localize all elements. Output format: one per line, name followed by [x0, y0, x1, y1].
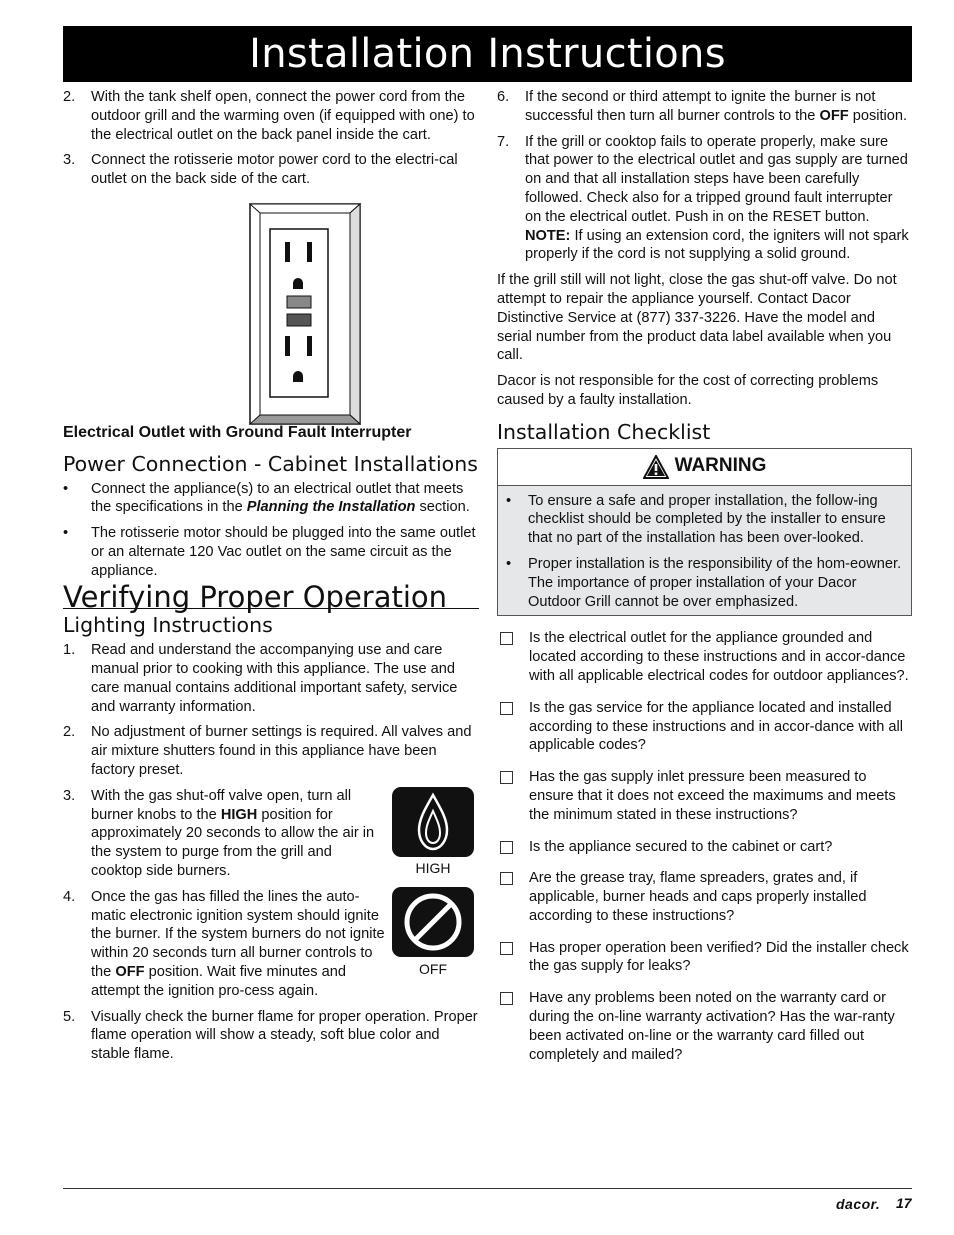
note-label: NOTE:: [525, 227, 571, 244]
bullet: •: [506, 555, 512, 572]
paragraph: Dacor is not responsible for the cost of correcting problems caused by a faulty installation.: [497, 373, 879, 408]
step-number: 2.: [63, 89, 76, 105]
high-flame-icon: [392, 787, 474, 857]
footer-divider: [63, 1188, 912, 1189]
off-label: OFF: [419, 960, 447, 977]
step-text: Connect the rotisserie motor power cord to the electri-cal outlet on the back side of the cart.: [91, 152, 458, 188]
paragraph: If the grill still will not light, close the gas shut-off valve. Do not attempt to repair the appliance yourself. Contact Dacor Distinctive Service at (877) 337-3226. Have the model and serial number from the product data label available when you call.: [497, 272, 897, 364]
page-title: Installation Instructions: [249, 31, 726, 77]
list-item: • The rotisserie motor should be plugged into the same outlet or an alternate 120 Vac outlet on the same circuit as the appliance.: [63, 525, 476, 579]
checklist-item[interactable]: Have any problems been noted on the warranty card or during the on-line warranty activation? Has the war-ranty been activated on-line or the warranty card filled out completely and mailed?: [497, 989, 912, 1064]
lighting-heading: Lighting Instructions: [63, 613, 273, 638]
list-item: • Proper installation is the responsibility of the hom-eowner. The importance of proper installation of your Dacor Outdoor Grill cannot be over emphasized.: [502, 555, 905, 611]
warning-box: [497, 448, 912, 617]
checkbox[interactable]: [500, 992, 513, 1005]
checkbox[interactable]: [500, 632, 513, 645]
checkbox[interactable]: [500, 942, 513, 955]
list-item: 1. Read and understand the accompanying use and care manual prior to cooking with this appliance. The use and care manual contains additional important safety, service and warranty information.: [63, 642, 458, 715]
dacor-logo: dacor.: [836, 1196, 881, 1212]
list-item: 3. With the gas shut-off valve open, turn all burner knobs to the HIGH position for approximately 20 seconds to allow the air in the system to purge from the grill and cooktop side burners.: [63, 787, 375, 879]
checkbox[interactable]: [500, 841, 513, 854]
checkbox[interactable]: [500, 872, 513, 885]
step-number: 3.: [63, 152, 76, 169]
checklist-item[interactable]: Are the grease tray, flame spreaders, grates and, if applicable, burner heads and caps properly installed according to these instructions?: [497, 869, 912, 925]
step-number: 3.: [63, 787, 76, 804]
checklist-item[interactable]: Is the gas service for the appliance located and installed according to these instructions and in accor-dance with all applicable codes?: [497, 699, 912, 755]
checklist-heading: Installation Checklist: [497, 419, 711, 444]
list-item: [63, 151, 479, 189]
checklist-item[interactable]: Has proper operation been verified? Did the installer check the gas supply for leaks?: [497, 939, 912, 977]
steps-with-icons: [63, 787, 479, 1001]
step-number: 5.: [63, 1008, 76, 1025]
high-label: HIGH: [415, 859, 451, 876]
step-text: With the tank shelf open, connect the power cord from the outdoor grill and the warming oven (if equipped with one) to the electrical outlet on the back panel inside the cart.: [91, 89, 475, 143]
list-item: 7. If the grill or cooktop fails to operate properly, make sure that power to the electrical outlet and gas supply are turned on and that all installation steps have been carefully followed. Check also for a tripped ground fault interrupter on the electrical outlet. Push in on the RESET button. NOTE: If using an extension cord, the igniters will not spark properly if the cord is not supplying a solid ground.: [497, 133, 909, 263]
step-number: 1.: [63, 642, 76, 659]
planning-link-text: Planning the Installation: [246, 499, 416, 516]
list-item: 2. No adjustment of burner settings is required. All valves and air mixture shutters found in this appliance have been factory preset.: [63, 724, 472, 778]
step-number: 2.: [63, 724, 76, 741]
step-number: 4.: [63, 888, 76, 905]
checklist-item[interactable]: Has the gas supply inlet pressure been measured to ensure that it does not exceed the maximums and meets the minimum stated in these instructions?: [497, 768, 912, 824]
warning-header: [498, 449, 911, 486]
list-item: 5. Visually check the burner flame for proper operation. Proper flame operation will show a steady, soft blue color and stable flame.: [63, 1008, 478, 1063]
checkbox[interactable]: [500, 771, 513, 784]
step-number: 6.: [497, 89, 510, 105]
header-banner: [63, 26, 912, 82]
checklist-item[interactable]: Is the electrical outlet for the appliance grounded and located according to these instructions and in accor-dance with all applicable electrical codes for outdoor appliances?.: [497, 629, 912, 685]
verifying-heading: Verifying Proper Operation: [63, 588, 479, 610]
checklist: [497, 629, 912, 1064]
bullet: •: [63, 480, 69, 497]
page-number: 17: [896, 1195, 912, 1211]
warning-triangle-icon: [643, 455, 669, 479]
power-connection-heading: Power Connection - Cabinet Installations: [63, 451, 478, 476]
list-item: • Connect the appliance(s) to an electrical outlet that meets the specifications in the Planning the Installation section.: [63, 480, 470, 516]
bullet: •: [63, 525, 69, 542]
left-column: [63, 88, 479, 1071]
electrical-outlet-icon: [63, 196, 479, 426]
bullet: •: [506, 492, 512, 509]
figure-caption: Electrical Outlet with Ground Fault Interrupter: [63, 423, 412, 441]
step-number: 7.: [497, 133, 510, 150]
outlet-figure: [63, 196, 479, 426]
checkbox[interactable]: [500, 702, 513, 715]
list-item: [63, 88, 479, 144]
warning-title: WARNING: [674, 455, 767, 477]
list-item: • To ensure a safe and proper installation, the follow-ing checklist should be completed by the installer to ensure that no part of the installation has been over-looked.: [502, 492, 905, 548]
right-column: [497, 88, 912, 1077]
warning-body: [498, 486, 911, 616]
list-item: 6. If the second or third attempt to ignite the burner is not successful then turn all burner controls to the OFF position.: [497, 89, 908, 124]
off-icon: [392, 887, 474, 957]
list-item: 4. Once the gas has filled the lines the auto-matic electronic ignition system should ignite the burner. If the system burners do not ignite within 20 seconds turn all burner controls to the OFF position. Wait five minutes and attempt the ignition pro-cess again.: [63, 888, 385, 999]
checklist-item[interactable]: Is the appliance secured to the cabinet or cart?: [497, 838, 912, 857]
